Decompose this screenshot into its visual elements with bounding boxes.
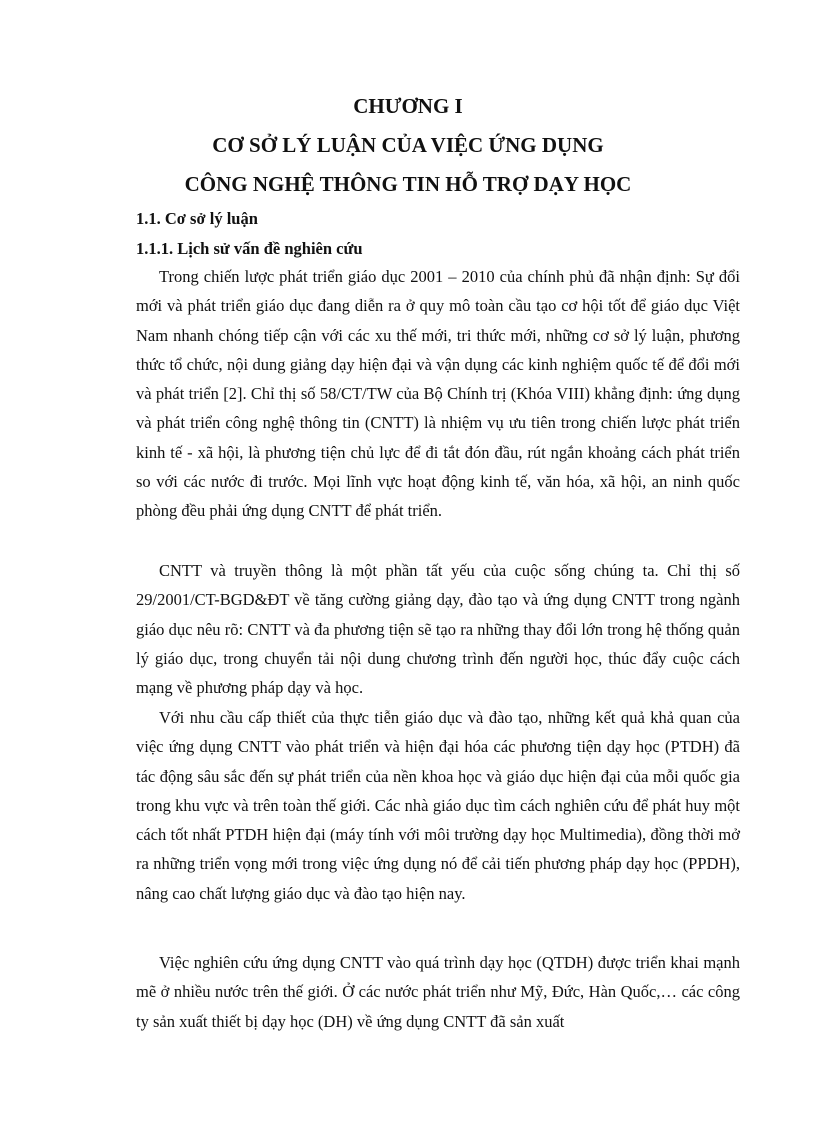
section-heading: 1.1. Cơ sở lý luận bbox=[136, 209, 258, 228]
chapter-number: CHƯƠNG I bbox=[353, 94, 463, 118]
body-paragraph-3: Với nhu cầu cấp thiết của thực tiễn giáo dục và đào tạo, những kết quả khả quan của việc ứng dụng CNTT vào phát triển và hiện đại hóa các phương tiện dạy học (PTDH) đã tác động sâu sắc đến sự phát triển của nền khoa học và giáo dục hiện đại của mỗi quốc gia trong khu vực và trên toàn thế giới. Các nhà giáo dục tìm cách nghiên cứu để phát huy một cách tốt nhất PTDH hiện đại (máy tính với môi trường dạy học Multimedia), đồng thời mở ra những triển vọng mới trong việc ứng dụng nó để cải tiến phương pháp dạy học (PPDH), nâng cao chất lượng giáo dục và đào tạo hiện nay. bbox=[136, 708, 740, 903]
body-paragraph-2: CNTT và truyền thông là một phần tất yếu của cuộc sống chúng ta. Chỉ thị số 29/2001/CT-BGD&ĐT về tăng cường giảng dạy, đào tạo và ứng dụng CNTT trong ngành giáo dục nêu rõ: CNTT và đa phương tiện sẽ tạo ra những thay đổi lớn trong hệ thống quản lý giáo dục, trong chuyển tải nội dung chương trình đến người học, thúc đẩy cuộc cách mạng về phương pháp dạy và học. bbox=[136, 561, 740, 698]
chapter-title-line-1: CƠ SỞ LÝ LUẬN CỦA VIỆC ỨNG DỤNG bbox=[212, 133, 604, 157]
body-paragraph-4: Việc nghiên cứu ứng dụng CNTT vào quá trình dạy học (QTDH) được triển khai mạnh mẽ ở nhiều nước trên thế giới. Ở các nước phát triển như Mỹ, Đức, Hàn Quốc,… các công ty sản xuất thiết bị dạy học (DH) về ứng dụng CNTT đã sản xuất bbox=[136, 953, 740, 1031]
chapter-title-line-2: CÔNG NGHỆ THÔNG TIN HỖ TRỢ DẠY HỌC bbox=[184, 172, 632, 196]
subsection-heading: 1.1.1. Lịch sử vấn đề nghiên cứu bbox=[136, 239, 363, 258]
body-paragraph-1: Trong chiến lược phát triển giáo dục 2001 – 2010 của chính phủ đã nhận định: Sự đổi mới và phát triển giáo dục đang diễn ra ở quy mô toàn cầu tạo cơ hội tốt để giáo dục Việt Nam nhanh chóng tiếp cận với các xu thế mới, tri thức mới, những cơ sở lý luận, phương thức tổ chức, nội dung giảng dạy hiện đại và vận dụng các kinh nghiệm quốc tế để đổi mới và phát triển [2]. Chỉ thị số 58/CT/TW của Bộ Chính trị (Khóa VIII) khẳng định: ứng dụng và phát triển công nghệ thông tin (CNTT) là nhiệm vụ ưu tiên trong chiến lược phát triển kinh tế - xã hội, là phương tiện chủ lực để đi tắt đón đầu, rút ngắn khoảng cách phát triển so với các nước đi trước. Mọi lĩnh vực hoạt động kinh tế, văn hóa, xã hội, an ninh quốc phòng đều phải ứng dụng CNTT để phát triển. bbox=[136, 267, 740, 521]
